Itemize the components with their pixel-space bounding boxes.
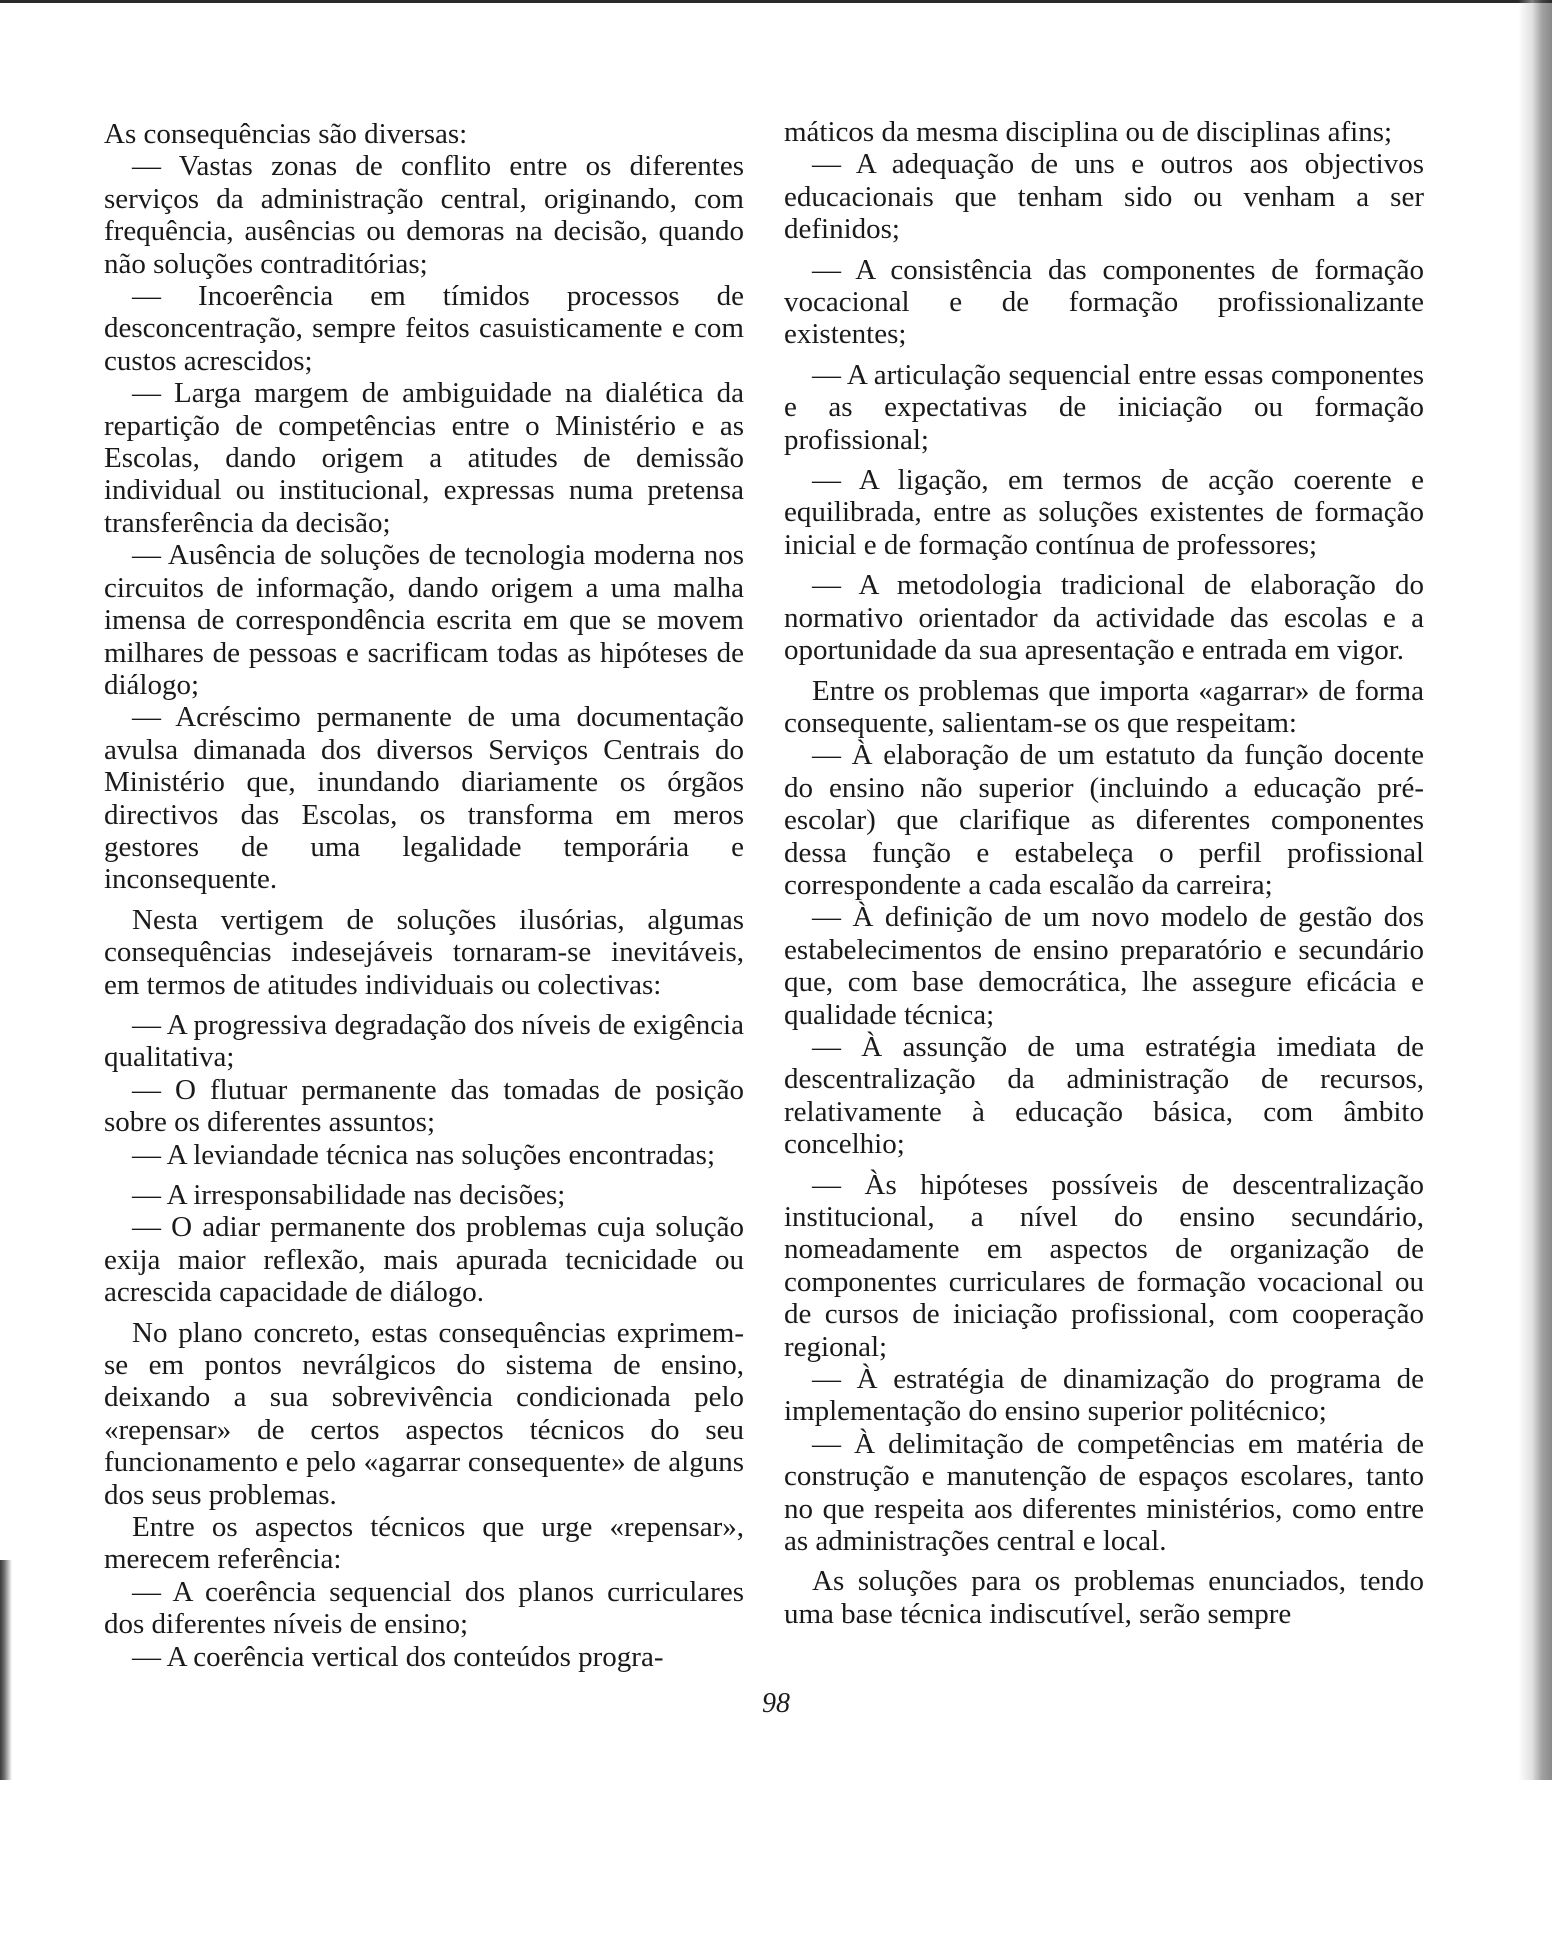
list-item: — Larga margem de ambiguidade na dialética da repartição de competências entre o Ministério e as Escolas, dando origem a atitudes de demissão individual ou institucional, expressas numa pretensa transferência da decisão; bbox=[104, 377, 744, 539]
list-item: — À elaboração de um estatuto da função docente do ensino não superior (incluindo a educação pré-escolar) que clarifique as diferentes componentes dessa função e estabeleça o perfil profissional correspondente a cada escalão da carreira; bbox=[784, 739, 1424, 901]
page-number: 98 bbox=[762, 1688, 790, 1719]
scan-edge-top bbox=[0, 0, 1552, 3]
list-item: — A coerência sequencial dos planos curriculares dos diferentes níveis de ensino; bbox=[104, 1575, 744, 1641]
paragraph: Nesta vertigem de soluções ilusórias, algumas consequências indesejáveis tornaram-se inevitáveis, em termos de atitudes individuais ou colectivas: bbox=[104, 903, 744, 1001]
list-item: — A metodologia tradicional de elaboração do normativo orientador da actividade das escolas e a oportunidade da sua apresentação e entrada em vigor. bbox=[784, 569, 1424, 667]
list-item: — A ligação, em termos de acção coerente e equilibrada, entre as soluções existentes de formação inicial e de formação contínua de professores; bbox=[784, 464, 1424, 561]
paragraph: No plano concreto, estas consequências exprimem-se em pontos nevrálgicos do sistema de ensino, deixando a sua sobrevivência condicionada pelo «repensar» de certos aspectos técnicos do seu funcionamento e pelo «agarrar consequente» de alguns dos seus problemas. bbox=[104, 1316, 744, 1511]
left-column bbox=[104, 118, 744, 1673]
list-item: — À delimitação de competências em matéria de construção e manutenção de espaços escolares, tanto no que respeita aos diferentes ministérios, como entre as administrações central e local. bbox=[784, 1427, 1424, 1558]
list-item: — A articulação sequencial entre essas componentes e as expectativas de iniciação ou formação profissional; bbox=[784, 358, 1424, 456]
list-item: — À estratégia de dinamização do programa de implementação do ensino superior politécnico; bbox=[784, 1363, 1424, 1428]
list-item: — O adiar permanente dos problemas cuja solução exija maior reflexão, mais apurada tecnicidade ou acrescida capacidade de diálogo. bbox=[104, 1211, 744, 1309]
list-item: — A coerência vertical dos conteúdos progra- bbox=[132, 1640, 664, 1673]
list-item: — A leviandade técnica nas soluções encontradas; bbox=[132, 1138, 716, 1171]
list-item: — Vastas zonas de conflito entre os diferentes serviços da administração central, originando, com frequência, ausências ou demoras na decisão, quando não soluções contraditórias; bbox=[104, 150, 744, 280]
scan-edge-left bbox=[0, 1560, 12, 1780]
list-item: — A consistência das componentes de formação vocacional e de formação profissionalizante existentes; bbox=[784, 253, 1424, 351]
paragraph: máticos da mesma disciplina ou de disciplinas afins; bbox=[784, 116, 1393, 148]
list-item: — A progressiva degradação dos níveis de exigência qualitativa; bbox=[104, 1008, 744, 1074]
right-column bbox=[784, 116, 1424, 1630]
list-item: — Incoerência em tímidos processos de desconcentração, sempre feitos casuisticamente e com custos acrescidos; bbox=[104, 280, 744, 377]
list-item: — À definição de um novo modelo de gestão dos estabelecimentos de ensino preparatório e secundário que, com base democrática, lhe assegure eficácia e qualidade técnica; bbox=[784, 901, 1424, 1031]
list-item: — Acréscimo permanente de uma documentação avulsa dimanada dos diversos Serviços Centrais do Ministério que, inundando diariamente os órgãos directivos das Escolas, os transforma em meros gestores de uma legalidade temporária e inconsequente. bbox=[104, 701, 744, 896]
list-item: — A irresponsabilidade nas decisões; bbox=[132, 1179, 566, 1211]
list-item: — À assunção de uma estratégia imediata de descentralização da administração de recursos, relativamente à educação básica, com âmbito concelhio; bbox=[784, 1030, 1424, 1161]
list-item: — O flutuar permanente das tomadas de posição sobre os diferentes assuntos; bbox=[104, 1073, 744, 1139]
paragraph: Entre os aspectos técnicos que urge «repensar», merecem referência: bbox=[104, 1511, 744, 1576]
paragraph: Entre os problemas que importa «agarrar» de forma consequente, salientam-se os que respeitam: bbox=[784, 674, 1424, 739]
scan-edge-right bbox=[1518, 0, 1552, 1780]
list-item: — A adequação de uns e outros aos objectivos educacionais que tenham sido ou venham a ser definidos; bbox=[784, 148, 1424, 246]
list-item: — Ausência de soluções de tecnologia moderna nos circuitos de informação, dando origem a uma malha imensa de correspondência escrita em que se movem milhares de pessoas e sacrificam todas as hipóteses de diálogo; bbox=[104, 539, 744, 701]
list-item: — Às hipóteses possíveis de descentralização institucional, a nível do ensino secundário, nomeadamente em aspectos de organização de componentes curriculares de formação vocacional ou de cursos de iniciação profissional, com cooperação regional; bbox=[784, 1168, 1424, 1363]
paragraph: As consequências são diversas: bbox=[104, 118, 468, 150]
paragraph: As soluções para os problemas enunciados, tendo uma base técnica indiscutível, serão sempre bbox=[784, 1565, 1424, 1630]
